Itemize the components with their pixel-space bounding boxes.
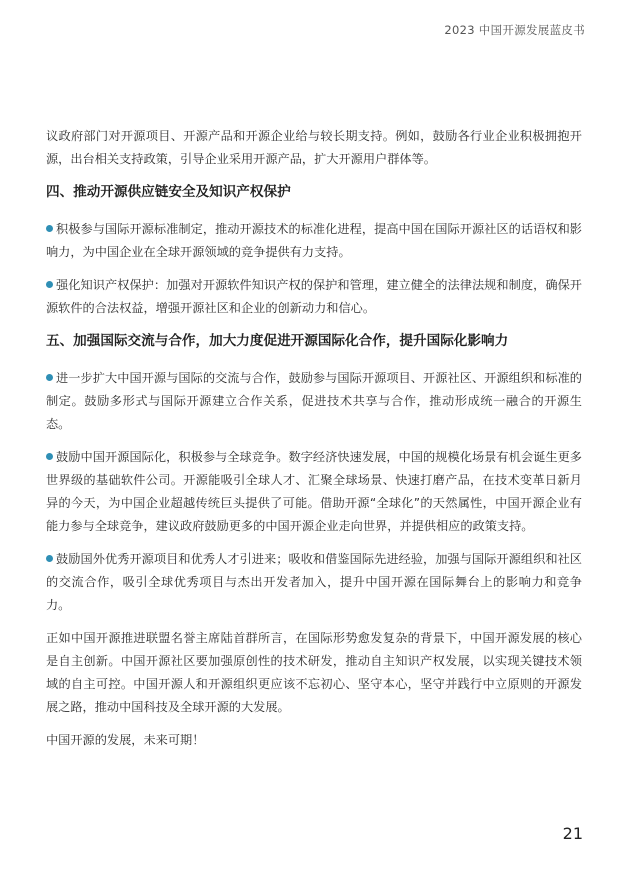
section-5-heading: 五、加强国际交流与合作，加大力度促进开源国际化合作，提升国际化影响力 bbox=[46, 333, 509, 349]
bullet-dot-icon bbox=[46, 555, 53, 562]
section-5-item-3 bbox=[46, 548, 582, 617]
section-5-item-1 bbox=[46, 367, 582, 436]
bullet-dot-icon bbox=[46, 453, 53, 460]
page-number: 21 bbox=[562, 824, 583, 843]
section-5-item-1-text: 进一步扩大中国开源与国际的交流与合作，鼓励参与国际开源项目、开源社区、开源组织和标准的制定。鼓励多形式与国际开源建立合作关系，促进技术共享与合作，推动形成统一融合的开源生态。 bbox=[46, 371, 582, 431]
bullet-dot-icon bbox=[46, 225, 53, 232]
section-4-item-2 bbox=[46, 274, 582, 320]
page-content bbox=[46, 125, 582, 762]
bullet-dot-icon bbox=[46, 374, 53, 381]
section-4-heading: 四、推动开源供应链安全及知识产权保护 bbox=[46, 184, 291, 200]
section-5-item-2 bbox=[46, 446, 582, 538]
closing-line: 中国开源的发展，未来可期！ bbox=[46, 733, 205, 747]
section-5-item-3-text: 鼓励国外优秀开源项目和优秀人才引进来；吸收和借鉴国际先进经验，加强与国际开源组织和社区的交流合作，吸引全球优秀项目与杰出开发者加入，提升中国开源在国际舞台上的影响力和竞争力。 bbox=[46, 552, 582, 612]
section-5-item-2-text: 鼓励中国开源国际化，积极参与全球竞争。数字经济快速发展，中国的规模化场景有机会诞生更多世界级的基础软件公司。开源能吸引全球人才、汇聚全球场景、快速打磨产品，在技术变革日新月异的今天，为中国企业超越传统巨头提供了可能。借助开源“全球化”的天然属性，中国开源企业有能力参与全球竞争，建议政府鼓励更多的中国开源企业走向世界，并提供相应的政策支持。 bbox=[46, 450, 582, 533]
document-header-title: 2023 中国开源发展蓝皮书 bbox=[444, 23, 585, 37]
section-4-item-1-text: 积极参与国际开源标准制定，推动开源技术的标准化进程，提高中国在国际开源社区的话语权和影响力，为中国企业在全球开源领域的竞争提供有力支持。 bbox=[46, 222, 582, 259]
section-4-item-2-text: 强化知识产权保护：加强对开源软件知识产权的保护和管理，建立健全的法律法规和制度，确保开源软件的合法权益，增强开源社区和企业的创新动力和信心。 bbox=[46, 278, 582, 315]
section-4-item-1 bbox=[46, 218, 582, 264]
conclusion-paragraph: 正如中国开源推进联盟名誉主席陆首群所言，在国际形势愈发复杂的背景下，中国开源发展的核心是自主创新。中国开源社区要加强原创性的技术研发，推动自主知识产权发展，以实现关键技术领域的自主可控。中国开源人和开源组织更应该不忘初心、坚守本心，坚守并践行中立原则的开源发展之路，推动中国科技及全球开源的大发展。 bbox=[46, 631, 582, 714]
intro-paragraph: 议政府部门对开源项目、开源产品和开源企业给与较长期支持。例如，鼓励各行业企业积极拥抱开源，出台相关支持政策，引导企业采用开源产品，扩大开源用户群体等。 bbox=[46, 129, 582, 166]
bullet-dot-icon bbox=[46, 281, 53, 288]
